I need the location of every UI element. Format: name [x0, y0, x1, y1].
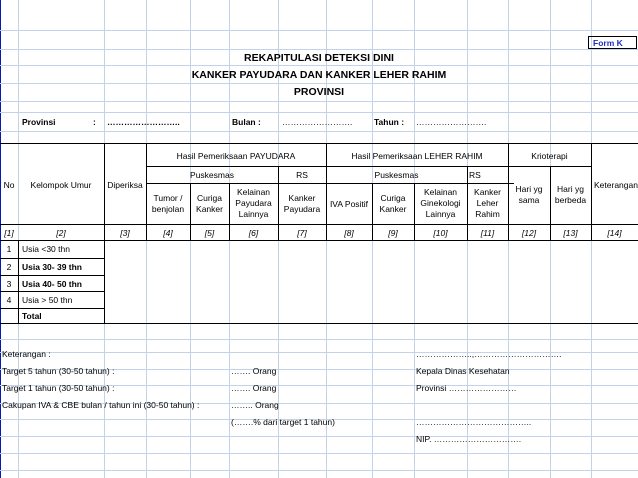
header-krioterapi: Krioterapi — [531, 151, 568, 161]
row-total-label: Total — [22, 311, 42, 321]
column-number: [13] — [563, 228, 578, 238]
gridline — [0, 470, 638, 471]
footer-target-1-year: Target 1 tahun (30-50 tahun) : — [2, 383, 115, 393]
footer-orang-value[interactable]: …….. Orang — [231, 400, 279, 410]
column-number: [14] — [607, 228, 622, 238]
row-number: 4 — [6, 295, 12, 305]
provinsi-label: Provinsi — [22, 117, 56, 127]
gridline — [0, 49, 638, 50]
table-border — [0, 258, 104, 259]
header-kelainan-payudara: Kelainan Payudara Lainnya — [235, 187, 272, 219]
footer-kepala-dinas: Kepala Dinas Kesehatan — [416, 366, 510, 376]
footer-nip[interactable]: NIP. …………………………. — [416, 434, 522, 444]
header-puskesmas-payudara: Puskesmas — [190, 170, 234, 180]
tahun-value[interactable]: ……………………. — [416, 117, 487, 127]
gridline — [0, 101, 638, 102]
column-number: [8] — [344, 228, 354, 238]
table-border — [0, 323, 638, 324]
column-number: [7] — [297, 228, 307, 238]
footer-signature-line[interactable]: ………………………………….. — [416, 417, 532, 427]
header-leher-rahim: Hasil Pemeriksaan LEHER RAHIM — [351, 151, 483, 161]
header-hari-berbeda: Hari yg berbeda — [554, 184, 587, 205]
row-number: 2 — [6, 262, 12, 272]
form-code-label: Form K — [588, 36, 637, 49]
header-kanker-payudara: Kanker Payudara — [283, 193, 321, 214]
header-tumor-benjolan: Tumor / benjolan — [151, 193, 185, 214]
row-number: 3 — [6, 279, 12, 289]
column-number: [2] — [56, 228, 66, 238]
provinsi-value[interactable]: …………………….. — [107, 117, 180, 127]
gridline — [0, 65, 638, 66]
report-province-title: PROVINSI — [293, 86, 345, 98]
header-no: No — [3, 180, 15, 190]
header-rs-leher-rahim: RS — [469, 170, 481, 180]
column-number: [10] — [433, 228, 448, 238]
report-title: REKAPITULASI DETEKSI DINI — [244, 52, 394, 64]
footer-provinsi-sign[interactable]: Provinsi …………………… — [416, 383, 517, 393]
gridline — [0, 339, 638, 340]
column-number: [6] — [248, 228, 259, 238]
footer-percent-target[interactable]: (…….% dari target 1 tahun) — [231, 417, 335, 427]
footer-target-5-years: Target 5 tahun (30-50 tahun) : — [2, 366, 115, 376]
table-border — [0, 224, 638, 225]
table-border — [0, 275, 104, 276]
table-border — [18, 240, 19, 323]
column-number: [5] — [204, 228, 215, 238]
header-keterangan: Keterangan — [594, 180, 638, 190]
table-border — [0, 308, 104, 309]
table-border — [146, 183, 514, 184]
header-payudara: Hasil Pemeriksaan PAYUDARA — [176, 151, 296, 161]
row-age-group: Usia 40- 50 thn — [22, 279, 82, 289]
gridline — [0, 30, 638, 31]
row-age-group: Usia 30- 39 thn — [22, 262, 82, 272]
table-border — [0, 240, 638, 241]
header-kanker-leher-rahim: Kanker Leher Rahim — [474, 187, 501, 219]
header-kelainan-ginekologi: Kelainan Ginekologi Lainnya — [420, 187, 461, 219]
footer-place-date[interactable]: ………………..,…………………………. — [416, 349, 562, 359]
header-rs-payudara: RS — [296, 170, 308, 180]
header-kelompok-umur: Kelompok Umur — [30, 180, 92, 190]
column-number: [9] — [388, 228, 398, 238]
gridline — [0, 83, 638, 84]
column-number: [3] — [120, 228, 130, 238]
gridline — [0, 453, 638, 454]
table-border — [0, 291, 104, 292]
footer-keterangan: Keterangan : — [2, 349, 51, 359]
table-border — [0, 143, 638, 144]
footer-orang-value[interactable]: ……. Orang — [231, 383, 277, 393]
header-diperiksa: Diperiksa — [107, 180, 143, 190]
bulan-value[interactable]: ……………………. — [282, 117, 353, 127]
bulan-label: Bulan : — [232, 117, 261, 127]
tahun-label: Tahun : — [374, 117, 405, 127]
header-puskesmas-leher-rahim: Puskesmas — [374, 170, 419, 180]
footer-cakupan: Cakupan IVA & CBE bulan / tahun ini (30-50 tahun) : — [2, 400, 200, 410]
gridline — [0, 112, 638, 113]
row-number: 1 — [6, 244, 12, 254]
row-age-group: Usia > 50 thn — [22, 295, 73, 305]
header-curiga-kanker-payudara: Curiga Kanker — [196, 193, 223, 214]
gridline — [0, 131, 638, 132]
table-border — [591, 143, 592, 240]
column-number: [12] — [521, 228, 537, 238]
table-border — [146, 166, 591, 167]
footer-orang-value[interactable]: ……. Orang — [231, 366, 277, 376]
column-number: [1] — [4, 228, 14, 238]
header-iva-positif: IVA Positif — [329, 199, 369, 209]
report-subtitle: KANKER PAYUDARA DAN KANKER LEHER RAHIM — [191, 69, 447, 81]
header-curiga-kanker-leher-rahim: Curiga Kanker — [379, 193, 407, 214]
row-age-group: Usia <30 thn — [22, 244, 70, 254]
column-number: [4] — [163, 228, 173, 238]
header-hari-sama: Hari yg sama — [515, 184, 543, 205]
provinsi-colon: : — [93, 117, 96, 127]
gridline — [0, 436, 638, 437]
column-number: [11] — [480, 228, 495, 238]
